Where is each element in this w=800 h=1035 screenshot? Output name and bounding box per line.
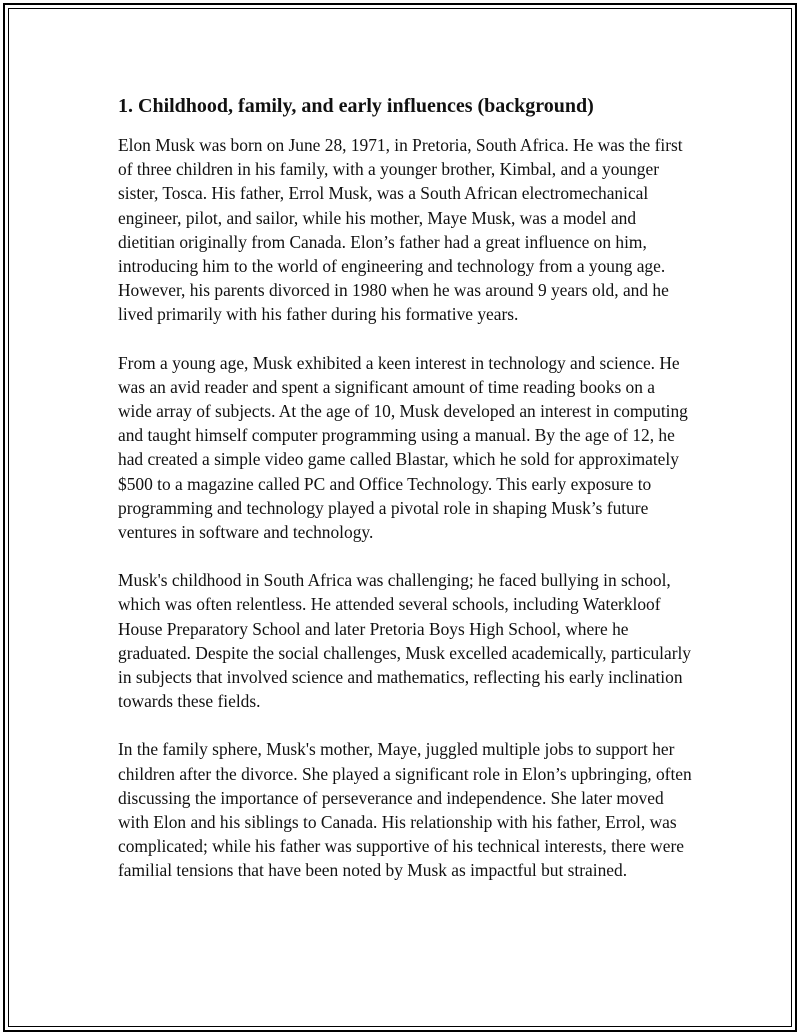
document-body bbox=[118, 92, 692, 883]
paragraph-family-sphere: In the family sphere, Musk's mother, Maye, juggled multiple jobs to support her children after the divorce. She played a significant role in Elon’s upbringing, often discussing the importance of perseverance and independence. She later moved with Elon and his siblings to Canada. His relationship with his father, Errol, was complicated; while his father was supportive of his technical interests, there were familial tensions that have been noted by Musk as impactful but strained. bbox=[118, 739, 692, 881]
paragraph-birth-and-family: Elon Musk was born on June 28, 1971, in Pretoria, South Africa. He was the first of three children in his family, with a younger brother, Kimbal, and a younger sister, Tosca. His father, Errol Musk, was a South African electromechanical engineer, pilot, and sailor, while his mother, Maye Musk, was a model and dietitian originally from Canada. Elon’s father had a great influence on him, introducing him to the world of engineering and technology from a young age. However, his parents divorced in 1980 when he was around 9 years old, and he lived primarily with his father during his formative years. bbox=[118, 135, 683, 325]
paragraph-early-interests: From a young age, Musk exhibited a keen interest in technology and science. He was an avid reader and spent a significant amount of time reading books on a wide array of subjects. At the age of 10, Musk developed an interest in computing and taught himself computer programming using a manual. By the age of 12, he had created a simple video game called Blastar, which he sold for approximately $500 to a magazine called PC and Office Technology. This early exposure to programming and technology played a pivotal role in shaping Musk’s future ventures in software and technology. bbox=[118, 352, 688, 543]
paragraph-schooling: Musk's childhood in South Africa was challenging; he faced bullying in school, which was often relentless. He attended several schools, including Waterkloof House Preparatory School and later Pretoria Boys High School, where he graduated. Despite the social challenges, Musk excelled academically, particularly in subjects that involved science and mathematics, reflecting his early inclination towards these fields. bbox=[118, 570, 692, 712]
section-heading: 1. Childhood, family, and early influences (background) bbox=[118, 95, 594, 117]
